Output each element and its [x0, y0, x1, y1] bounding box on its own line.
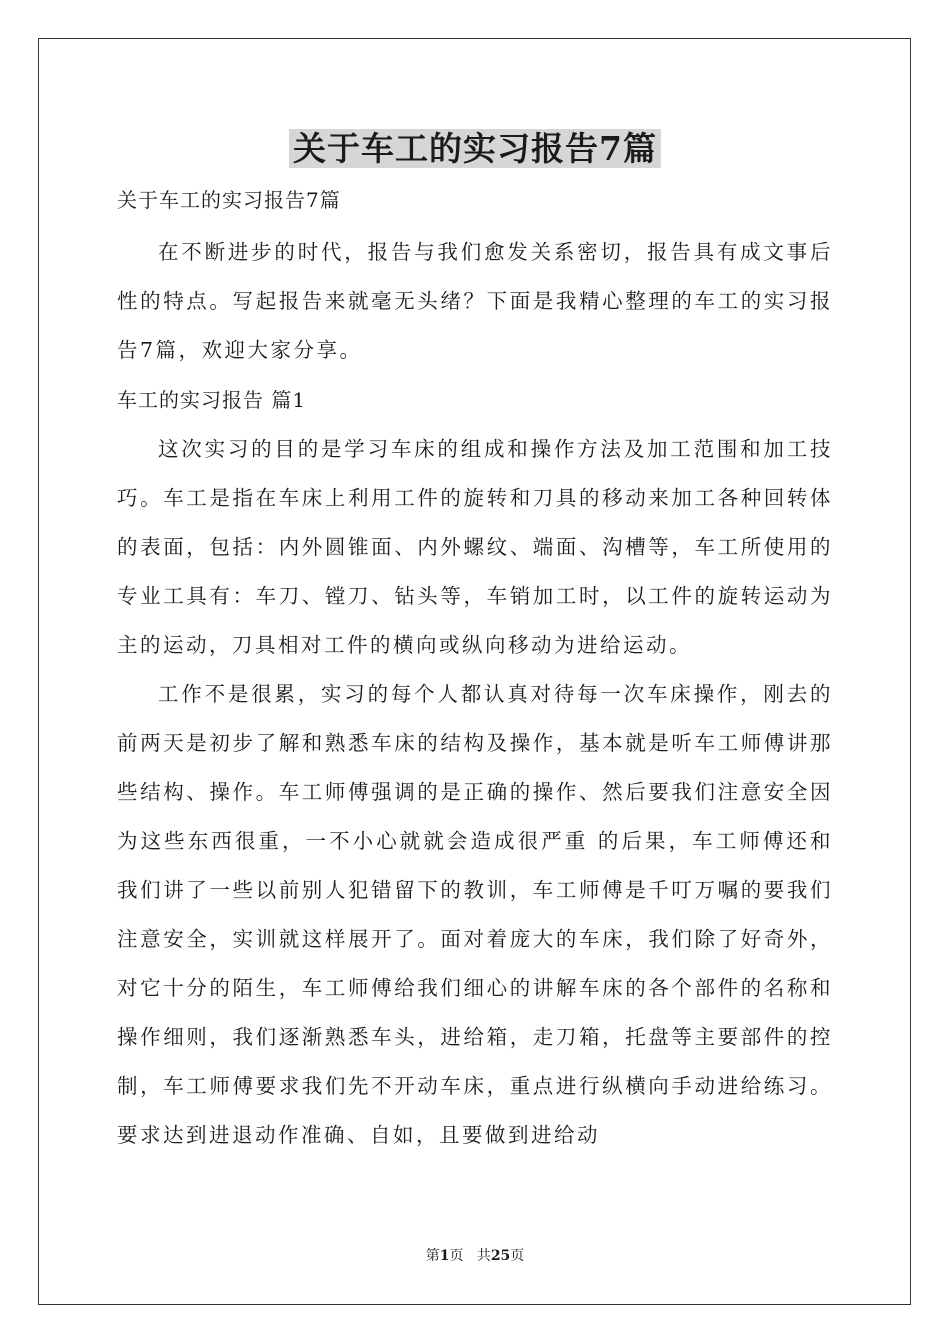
- page-prefix: 第: [425, 1248, 440, 1264]
- body-paragraph-1: 这次实习的目的是学习车床的组成和操作方法及加工范围和加工技巧。车工是指在车床上利用工件的旋转和刀具的移动来加工各种回转体的表面，包括：内外圆锥面、内外螺纹、端面、沟槽等，车工所使用的专业工具有：车刀、镗刀、钻头等，车销加工时，以工件的旋转运动为主的运动，刀具相对工件的横向或纵向移动为进给运动。: [117, 437, 833, 657]
- document-title: [0, 126, 950, 172]
- document-body: [117, 180, 833, 1160]
- total-pages: 25: [490, 1248, 511, 1264]
- page-footer: [0, 1246, 950, 1266]
- total-prefix: 共: [476, 1248, 491, 1264]
- document-title-text: 关于车工的实习报告7篇: [289, 129, 661, 168]
- total-suffix: 页: [510, 1248, 525, 1264]
- body-paragraph-2: 工作不是很累，实习的每个人都认真对待每一次车床操作，刚去的前两天是初步了解和熟悉车床的结构及操作，基本就是听车工师傅讲那些结构、操作。车工师傅强调的是正确的操作、然后要我们注意安全因为这些东西很重，一不小心就就会造成很严重 的后果，车工师傅还和我们讲了一些以前别人犯错留下的教训，车工师傅是千叮万嘱的要我们注意安全，实训就这样展开了。面对着庞大的车床，我们除了好奇外，对它十分的陌生，车工师傅给我们细心的讲解车床的各个部件的名称和操作细则，我们逐渐熟悉车头，进给箱，走刀箱，托盘等主要部件的控制，车工师傅要求我们先不开动车床，重点进行纵横向手动进给练习。要求达到进退动作准确、自如，且要做到进给动: [117, 682, 833, 1147]
- document-subtitle: 关于车工的实习报告7篇: [117, 188, 341, 212]
- intro-paragraph: 在不断进步的时代，报告与我们愈发关系密切，报告具有成文事后性的特点。写起报告来就毫无头绪？下面是我精心整理的车工的实习报告7篇，欢迎大家分享。: [117, 240, 833, 362]
- page-suffix: 页: [449, 1248, 464, 1264]
- section-heading: 车工的实习报告 篇1: [117, 388, 307, 412]
- page-number: 1: [439, 1248, 450, 1264]
